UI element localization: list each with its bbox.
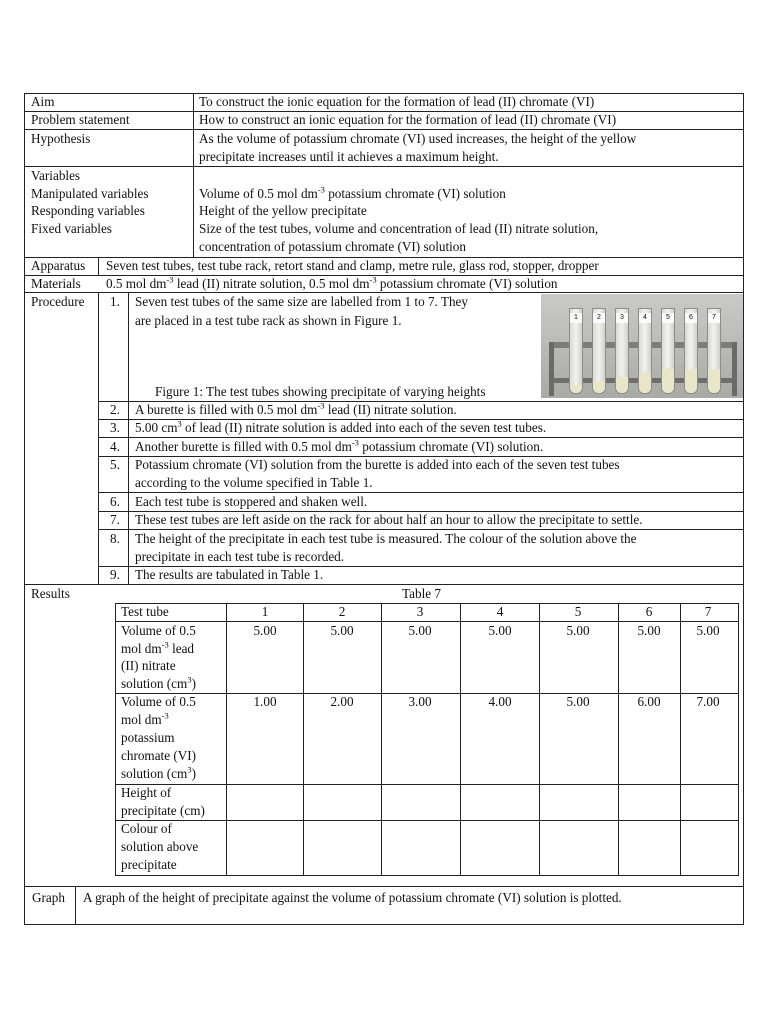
rack-leg [549, 342, 554, 396]
row1-label-line: mol $dm^{-3}$ lead [121, 639, 195, 656]
table-cell: 5.00 [566, 623, 590, 638]
hypothesis-line-1: As the volume of potassium chromate (VI) used increases, the height of the yellow [199, 131, 637, 146]
row3-label-line: precipitate (cm) [121, 803, 205, 818]
materials-text: 0.5 mol $dm^{-3}$ lead (II) nitrate solution, 0.5 mol $dm^{-3}$ potassium chromate (VI) solution [106, 274, 558, 291]
step-number: 3. [110, 420, 120, 435]
step-6-text: Each test tube is stoppered and shaken well. [135, 494, 368, 509]
step-number: 7. [110, 512, 120, 527]
step-8-line-2: precipitate in each test tube is recorded. [135, 549, 345, 564]
row1-label-line: (II) nitrate [121, 658, 176, 673]
manipulated-variables-text: Volume of 0.5 mol $dm^{-3}$ potassium chromate (VI) solution [199, 184, 506, 201]
manipulated-variables-label: Manipulated variables [31, 186, 149, 201]
table-cell: 6.00 [637, 694, 661, 709]
aim-label: Aim [31, 94, 55, 109]
tube-number-header: 1 [261, 604, 269, 619]
tube-number-header: 3 [416, 604, 424, 619]
test-tubes-photo [541, 294, 743, 398]
row2-label-line: mol $dm^{-3}$ [121, 710, 169, 727]
responding-variables-label: Responding variables [31, 203, 145, 218]
test-tube: 4 [638, 308, 652, 394]
table-cell: 5.00 [566, 694, 590, 709]
responding-variables-text: Height of the yellow precipitate [199, 203, 367, 218]
table-header-label: Test tube [121, 604, 169, 619]
test-tube: 3 [615, 308, 629, 394]
test-tube: 1 [569, 308, 583, 394]
row4-label-line: precipitate [121, 857, 177, 872]
hypothesis-label: Hypothesis [31, 131, 91, 146]
row2-label-line: Volume of 0.5 [121, 694, 196, 709]
step-1-line-1: Seven test tubes of the same size are labelled from 1 to 7. They [135, 294, 469, 309]
tube-number-header: 6 [645, 604, 653, 619]
test-tube: 2 [592, 308, 606, 394]
step-5-line-2: according to the volume specified in Table 1. [135, 475, 373, 490]
tube-number-header: 5 [574, 604, 582, 619]
step-2-text: A burette is filled with 0.5 mol $dm^{-3}$ lead (II) nitrate solution. [135, 400, 457, 417]
step-7-text: These test tubes are left aside on the rack for about half an hour to allow the precipitate to settle. [135, 512, 643, 527]
table-cell: 7.00 [696, 694, 720, 709]
fixed-variables-label: Fixed variables [31, 221, 112, 236]
results-label: Results [31, 586, 70, 601]
variables-label: Variables [31, 168, 81, 183]
test-tube: 7 [707, 308, 721, 394]
step-1-line-2: are placed in a test tube rack as shown in Figure 1. [135, 313, 402, 328]
test-tube: 5 [661, 308, 675, 394]
step-9-text: The results are tabulated in Table 1. [135, 567, 324, 582]
figure-caption: Figure 1: The test tubes showing precipitate of varying heights [155, 384, 486, 399]
problem-statement-label: Problem statement [31, 112, 130, 127]
materials-label: Materials [31, 276, 81, 291]
table-cell: 5.00 [330, 623, 354, 638]
step-number: 8. [110, 531, 120, 546]
step-5-line-1: Potassium chromate (VI) solution from the burette is added into each of the seven test tubes [135, 457, 620, 472]
step-4-text: Another burette is filled with 0.5 mol $dm^{-3}$ potassium chromate (VI) solution. [135, 437, 544, 454]
apparatus-text: Seven test tubes, test tube rack, retort stand and clamp, metre rule, glass rod, stopper, dropper [106, 258, 599, 273]
fixed-variables-line-2: concentration of potassium chromate (VI) solution [199, 239, 466, 254]
row1-label-line: solution $(cm^3)$ [121, 674, 196, 691]
table-cell: 5.00 [637, 623, 661, 638]
table-cell: 2.00 [330, 694, 354, 709]
row2-label-line: chromate (VI) [121, 748, 197, 763]
tube-number-header: 4 [496, 604, 504, 619]
row2-label-line: solution $(cm^3)$ [121, 764, 196, 781]
row1-label-line: Volume of 0.5 [121, 623, 196, 638]
table-cell: 5.00 [408, 623, 432, 638]
table-cell: 4.00 [488, 694, 512, 709]
table-title: Table 7 [402, 586, 441, 601]
problem-statement-text: How to construct an ionic equation for the formation of lead (II) chromate (VI) [199, 112, 617, 127]
rack-leg [732, 342, 737, 396]
table-cell: 5.00 [696, 623, 720, 638]
table-cell: 5.00 [253, 623, 277, 638]
step-number: 6. [110, 494, 120, 509]
step-number: 4. [110, 439, 120, 454]
graph-text: A graph of the height of precipitate against the volume of potassium chromate (VI) solution is plotted. [83, 890, 622, 905]
table-cell: 1.00 [253, 694, 277, 709]
row4-label-line: Colour of [121, 821, 172, 836]
graph-label: Graph [32, 890, 65, 905]
step-number: 2. [110, 402, 120, 417]
apparatus-label: Apparatus [31, 258, 86, 273]
step-number: 9. [110, 567, 120, 582]
tube-number-header: 2 [338, 604, 346, 619]
step-3-text: 5.00 $cm^3$ of lead (II) nitrate solution is added into each of the seven test tubes. [135, 418, 547, 435]
row3-label-line: Height of [121, 785, 172, 800]
tube-number-header: 7 [704, 604, 712, 619]
table-cell: 3.00 [408, 694, 432, 709]
aim-text: To construct the ionic equation for the formation of lead (II) chromate (VI) [199, 94, 595, 109]
step-8-line-1: The height of the precipitate in each test tube is measured. The colour of the solution above the [135, 531, 637, 546]
step-number: 1. [110, 294, 120, 309]
hypothesis-line-2: precipitate increases until it achieves a maximum height. [199, 149, 499, 164]
fixed-variables-line-1: Size of the test tubes, volume and concentration of lead (II) nitrate solution, [199, 221, 599, 236]
test-tube: 6 [684, 308, 698, 394]
row4-label-line: solution above [121, 839, 199, 854]
procedure-label: Procedure [31, 294, 85, 309]
step-number: 5. [110, 457, 120, 472]
table-cell: 5.00 [488, 623, 512, 638]
row2-label-line: potassium [121, 730, 175, 745]
